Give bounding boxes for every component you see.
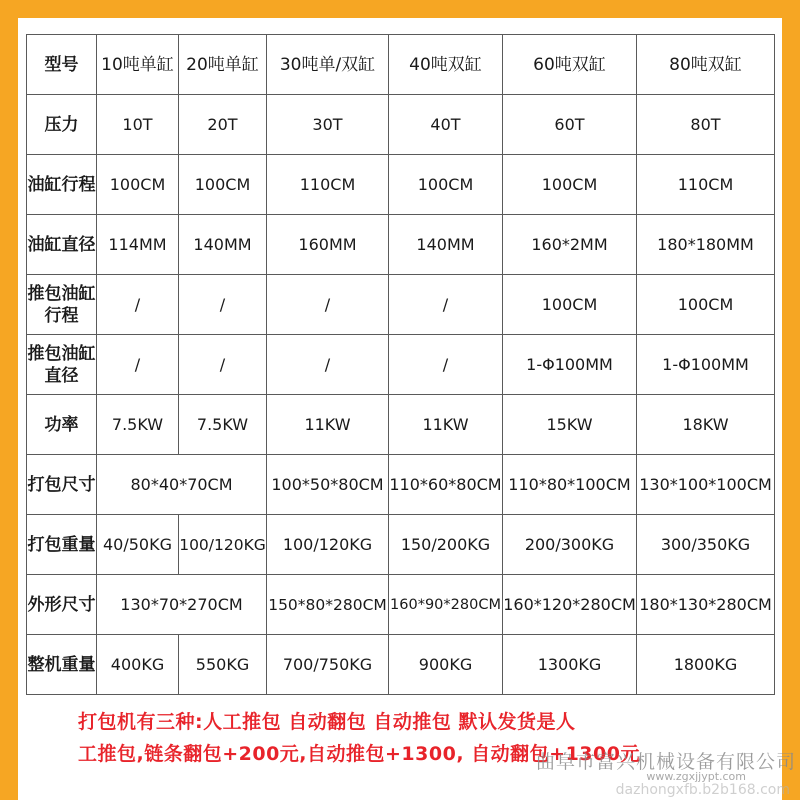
table-cell: 100CM xyxy=(389,155,503,215)
table-cell: / xyxy=(179,335,267,395)
table-cell: 20T xyxy=(179,95,267,155)
table-cell: 110*80*100CM xyxy=(503,455,637,515)
table-cell: 150*80*280CM xyxy=(267,575,389,635)
table-cell: 40T xyxy=(389,95,503,155)
table-cell: 1-Φ100MM xyxy=(503,335,637,395)
table-cell: 10T xyxy=(97,95,179,155)
table-cell: 40/50KG xyxy=(97,515,179,575)
table-cell: 150/200KG xyxy=(389,515,503,575)
table-cell: 110CM xyxy=(637,155,775,215)
header-label: 型号 xyxy=(27,35,97,95)
table-cell: 11KW xyxy=(267,395,389,455)
table-cell: 11KW xyxy=(389,395,503,455)
table-row xyxy=(27,155,775,215)
table-row xyxy=(27,515,775,575)
row-label: 功率 xyxy=(27,395,97,455)
header-row xyxy=(27,35,775,95)
table-cell: 100/120KG xyxy=(179,515,267,575)
table-cell: 1800KG xyxy=(637,635,775,695)
row-label: 打包重量 xyxy=(27,515,97,575)
table-cell: 100CM xyxy=(503,275,637,335)
table-cell: / xyxy=(389,335,503,395)
table-cell: / xyxy=(267,335,389,395)
row-label: 油缸直径 xyxy=(27,215,97,275)
watermark-company: 曲阜市富兴机械设备有限公司 xyxy=(535,751,796,773)
table-row xyxy=(27,275,775,335)
spec-table xyxy=(26,34,775,695)
table-cell: 60T xyxy=(503,95,637,155)
table-cell: / xyxy=(97,275,179,335)
table-cell: 200/300KG xyxy=(503,515,637,575)
row-label: 外形尺寸 xyxy=(27,575,97,635)
table-cell: 160*120*280CM xyxy=(503,575,637,635)
table-cell: / xyxy=(267,275,389,335)
table-cell: 300/350KG xyxy=(637,515,775,575)
table-cell: 18KW xyxy=(637,395,775,455)
table-cell: 1-Φ100MM xyxy=(637,335,775,395)
header-cell: 30吨单/双缸 xyxy=(267,35,389,95)
table-row xyxy=(27,335,775,395)
table-cell: 7.5KW xyxy=(179,395,267,455)
table-cell: 900KG xyxy=(389,635,503,695)
table-row xyxy=(27,575,775,635)
watermark-url: dazhongxfb.b2b168.com xyxy=(615,782,790,798)
table-cell: 400KG xyxy=(97,635,179,695)
header-cell: 60吨双缸 xyxy=(503,35,637,95)
table-cell: / xyxy=(389,275,503,335)
header-cell: 80吨双缸 xyxy=(637,35,775,95)
table-cell: 1300KG xyxy=(503,635,637,695)
row-label: 打包尺寸 xyxy=(27,455,97,515)
header-cell: 40吨双缸 xyxy=(389,35,503,95)
table-cell-merged: 80*40*70CM xyxy=(97,455,267,515)
table-cell: 160*90*280CM xyxy=(389,575,503,635)
table-cell: 140MM xyxy=(389,215,503,275)
table-row xyxy=(27,455,775,515)
note-line-1: 打包机有三种:人工推包 自动翻包 自动推包 默认发货是人 xyxy=(78,711,576,733)
table-cell: 130*100*100CM xyxy=(637,455,775,515)
row-label: 压力 xyxy=(27,95,97,155)
table-cell: 100CM xyxy=(503,155,637,215)
table-cell: 100CM xyxy=(97,155,179,215)
table-cell: 140MM xyxy=(179,215,267,275)
table-cell: 160*2MM xyxy=(503,215,637,275)
table-cell: / xyxy=(97,335,179,395)
row-label: 整机重量 xyxy=(27,635,97,695)
table-cell: 550KG xyxy=(179,635,267,695)
table-cell: 110CM xyxy=(267,155,389,215)
note-line-2: 工推包,链条翻包+200元,自动推包+1300, 自动翻包+1300元 xyxy=(78,743,640,765)
table-cell: 7.5KW xyxy=(97,395,179,455)
watermark-site: www.zgxjjypt.com xyxy=(646,770,746,783)
spec-sheet xyxy=(18,18,782,800)
table-cell: / xyxy=(179,275,267,335)
table-cell: 180*180MM xyxy=(637,215,775,275)
table-cell: 110*60*80CM xyxy=(389,455,503,515)
table-row xyxy=(27,215,775,275)
table-cell-merged: 130*70*270CM xyxy=(97,575,267,635)
table-cell: 160MM xyxy=(267,215,389,275)
table-cell: 100CM xyxy=(179,155,267,215)
row-label: 油缸行程 xyxy=(27,155,97,215)
table-cell: 100/120KG xyxy=(267,515,389,575)
table-row xyxy=(27,95,775,155)
table-cell: 15KW xyxy=(503,395,637,455)
table-row xyxy=(27,635,775,695)
row-label: 推包油缸直径 xyxy=(27,335,97,395)
table-cell: 114MM xyxy=(97,215,179,275)
table-cell: 100*50*80CM xyxy=(267,455,389,515)
table-cell: 700/750KG xyxy=(267,635,389,695)
table-cell: 180*130*280CM xyxy=(637,575,775,635)
table-cell: 30T xyxy=(267,95,389,155)
table-row xyxy=(27,395,775,455)
table-cell: 100CM xyxy=(637,275,775,335)
row-label: 推包油缸行程 xyxy=(27,275,97,335)
header-cell: 20吨单缸 xyxy=(179,35,267,95)
table-cell: 80T xyxy=(637,95,775,155)
header-cell: 10吨单缸 xyxy=(97,35,179,95)
